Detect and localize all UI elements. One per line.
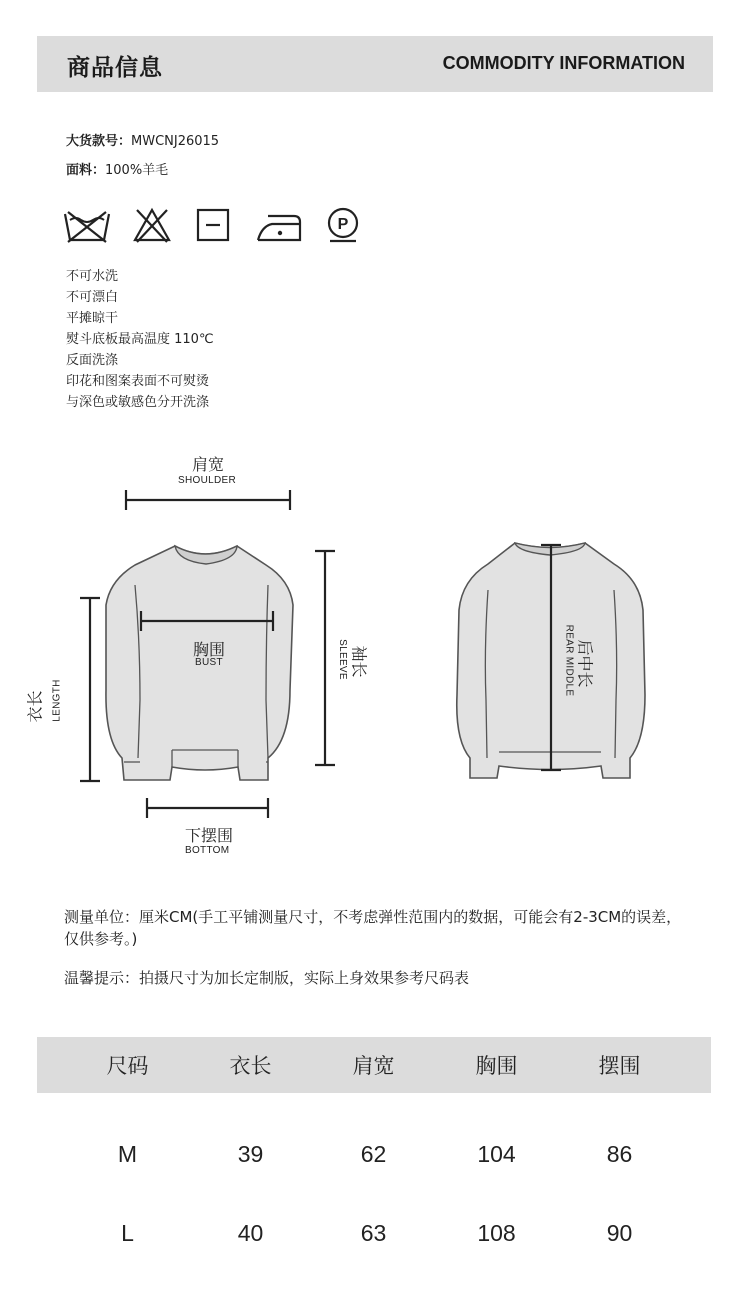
rear-middle-label: [556, 620, 596, 710]
size-table: [37, 1037, 711, 1273]
sleeve-label-cn: 袖长: [349, 645, 369, 678]
header-cell: 胸围: [475, 1054, 518, 1078]
care-instruction: 熨斗底板最高温度 110℃: [66, 332, 214, 347]
care-instruction: 与深色或敏感色分开洗涤: [66, 395, 210, 410]
sleeve-label-en: SLEEVE: [336, 639, 348, 680]
rear-middle-label-cn: 后中长: [575, 639, 595, 688]
care-instruction: 平摊晾干: [66, 311, 119, 326]
table-cell: 63: [360, 1220, 387, 1246]
dry-flat-icon: [194, 206, 234, 246]
table-cell: 104: [477, 1141, 516, 1167]
header-title-en: COMMODITY INFORMATION: [442, 53, 685, 73]
care-icons: [62, 206, 372, 252]
bust-label-en: BUST: [195, 657, 223, 668]
table-cell: M: [117, 1141, 138, 1167]
shoulder-label-en: SHOULDER: [178, 475, 236, 486]
sleeve-label: [334, 630, 374, 690]
tip-note: 温馨提示：拍摄尺寸为加长定制版，实际上身效果参考尺码表: [64, 969, 470, 987]
care-instruction: 印花和图案表面不可熨烫: [66, 374, 210, 389]
table-cell: 40: [237, 1220, 264, 1246]
header-cell: 摆围: [598, 1054, 641, 1078]
table-cell: 90: [606, 1220, 633, 1246]
table-row: [37, 1194, 711, 1273]
care-instructions: [66, 266, 214, 413]
bust-label-cn: 胸围: [193, 640, 226, 659]
header-cell: 衣长: [229, 1054, 272, 1078]
svg-text:P: P: [337, 216, 349, 233]
do-not-bleach-icon: [132, 206, 172, 246]
header-cell: 肩宽: [352, 1054, 395, 1078]
table-cell: 62: [360, 1141, 387, 1167]
length-label-cn: 衣长: [25, 690, 45, 723]
length-label-en: LENGTH: [51, 679, 63, 722]
header-bar: [37, 36, 713, 92]
bottom-label-en: BOTTOM: [185, 845, 230, 856]
care-instruction: 不可水洗: [66, 269, 119, 284]
rear-middle-label-en: REAR MIDDLE: [563, 624, 575, 697]
measurement-note: 测量单位：厘米CM(手工平铺测量尺寸，不考虑弹性范围内的数据，可能会有2-3CM的误差，仅供参考。): [64, 908, 682, 948]
shoulder-label-cn: 肩宽: [192, 455, 225, 474]
item-number-key: 大货款号：: [66, 134, 132, 149]
item-number-line: [66, 130, 219, 149]
table-cell: 86: [606, 1141, 633, 1167]
length-label: [25, 670, 76, 740]
sweater-illustration: [0, 440, 750, 880]
dry-clean-p-icon: [324, 206, 364, 246]
item-number-value: MWCNJ26015: [131, 134, 220, 149]
table-cell: 108: [477, 1220, 516, 1246]
iron-medium-icon: [254, 206, 304, 246]
fabric-key: 面料：: [66, 163, 106, 178]
table-cell: L: [121, 1220, 134, 1246]
table-cell: 39: [237, 1141, 264, 1167]
care-instruction: 反面洗涤: [66, 353, 119, 368]
bottom-label-cn: 下摆围: [185, 826, 234, 845]
do-not-wash-icon: [62, 206, 112, 246]
fabric-value: 100%羊毛: [105, 163, 169, 178]
measurement-diagram: [0, 440, 750, 880]
care-instruction: 不可漂白: [66, 290, 119, 305]
header-title-cn: 商品信息: [67, 55, 163, 81]
header-cell: 尺码: [106, 1054, 149, 1078]
table-row: [37, 1115, 711, 1194]
fabric-line: [66, 159, 168, 178]
size-table-header: [37, 1037, 711, 1093]
